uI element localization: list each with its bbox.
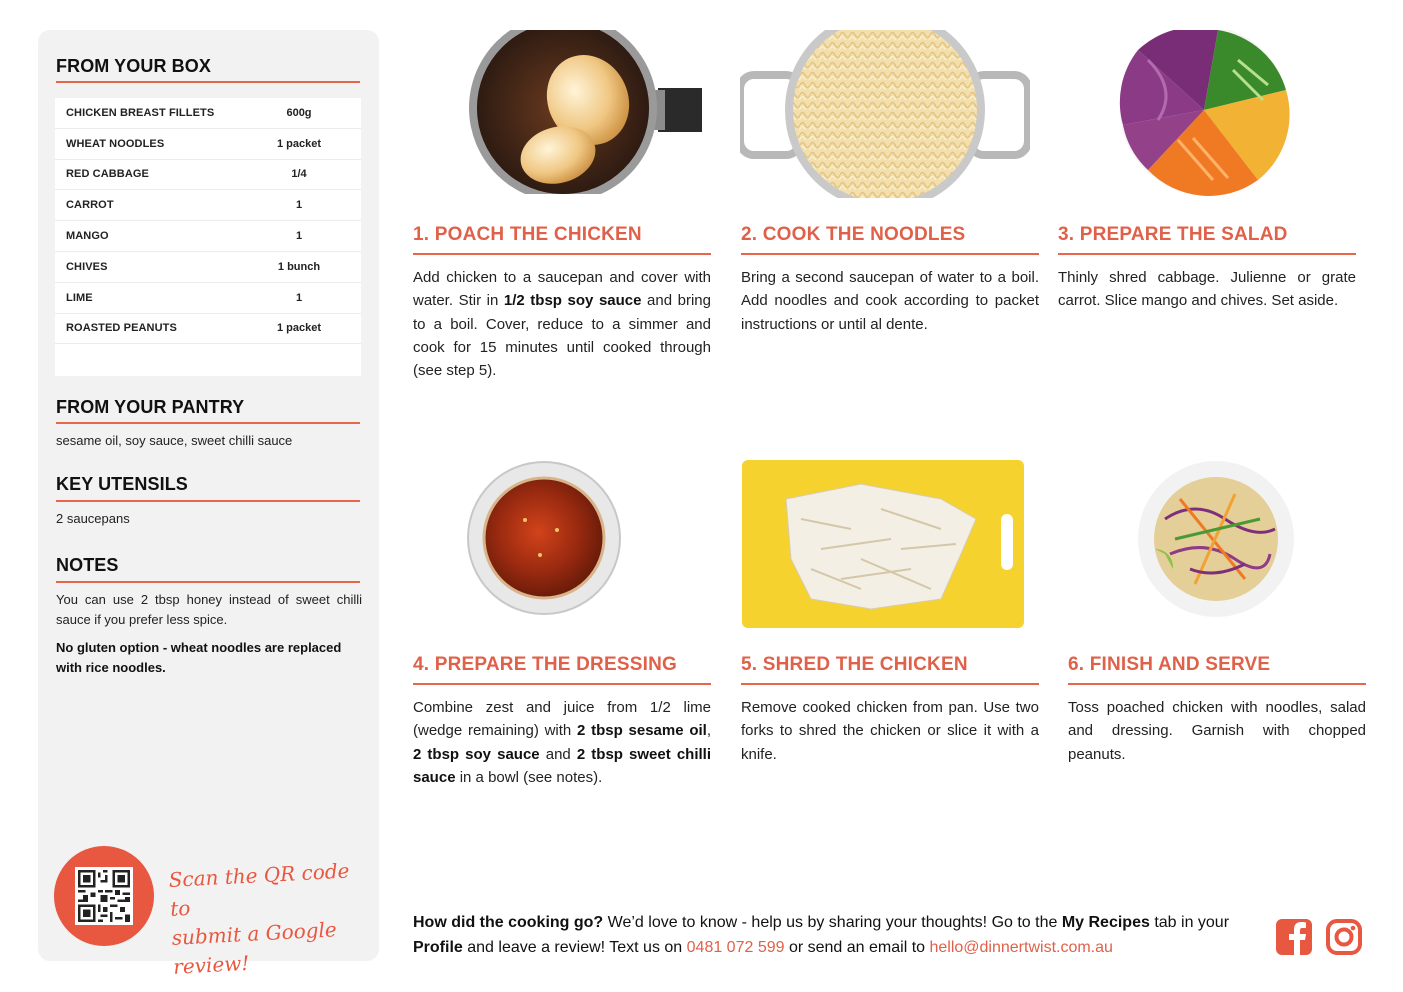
qr-badge[interactable] bbox=[54, 846, 154, 946]
table-row bbox=[55, 252, 361, 283]
table-row bbox=[55, 314, 361, 345]
pantry-text: sesame oil, soy sauce, sweet chilli sauce bbox=[56, 433, 293, 448]
ingredient-qty: 1 bbox=[295, 230, 303, 243]
ingredient-qty: 1 packet bbox=[276, 137, 322, 150]
step-5-title: 5. SHRED THE CHICKEN bbox=[741, 654, 968, 675]
section-rule bbox=[56, 581, 360, 583]
section-rule bbox=[56, 422, 360, 424]
step-ingredient: 2 tbsp soy sauce bbox=[413, 745, 540, 763]
table-row bbox=[55, 160, 361, 191]
ingredient-name: MANGO bbox=[66, 230, 109, 243]
step-text: Add chicken to a saucepan and cover with water. Stir in bbox=[413, 269, 711, 310]
step-2-title: 2. COOK THE NOODLES bbox=[741, 224, 966, 245]
gluten-note: No gluten option - wheat noodles are replaced with rice noodles. bbox=[56, 640, 342, 675]
notes-title: NOTES bbox=[56, 555, 119, 575]
ingredient-qty: 1/4 bbox=[291, 168, 307, 181]
step-text: Remove cooked chicken from pan. Use two forks to shred the chicken or slice it with a knife. bbox=[741, 699, 1039, 763]
step-rule bbox=[413, 253, 711, 255]
box-ingredients-table bbox=[55, 98, 361, 376]
step-ingredient: 1/2 tbsp soy sauce bbox=[503, 292, 642, 310]
ingredient-qty: 1 bunch bbox=[277, 260, 321, 273]
step-4-title: 4. PREPARE THE DRESSING bbox=[413, 654, 677, 675]
step-3-title: 3. PREPARE THE SALAD bbox=[1058, 224, 1288, 245]
phone-link[interactable]: 0481 072 599 bbox=[686, 939, 785, 956]
ingredient-name: CHIVES bbox=[66, 260, 108, 273]
feedback-footer bbox=[413, 910, 1263, 960]
section-rule bbox=[56, 81, 360, 83]
qr-caption-line: Scan the QR code to bbox=[168, 858, 350, 921]
footer-text: and leave a review! Text us on bbox=[462, 939, 687, 956]
step-rule bbox=[413, 683, 711, 685]
step-text: , bbox=[706, 722, 711, 740]
step-ingredient: 2 tbsp sweet chilli sauce bbox=[413, 745, 711, 786]
step-1-title: 1. POACH THE CHICKEN bbox=[413, 224, 642, 245]
step-5-body bbox=[741, 696, 1039, 766]
profile-link[interactable]: Profile bbox=[413, 939, 463, 956]
ingredient-name: CARROT bbox=[66, 199, 114, 212]
footer-text: or send an email to bbox=[784, 939, 930, 956]
step-rule bbox=[1068, 683, 1366, 685]
instagram-icon[interactable] bbox=[1325, 918, 1363, 956]
step-2-body bbox=[741, 266, 1039, 336]
ingredient-name: WHEAT NOODLES bbox=[66, 137, 165, 150]
facebook-icon[interactable] bbox=[1275, 918, 1313, 956]
from-your-box-title: FROM YOUR BOX bbox=[56, 56, 211, 76]
step-3-body bbox=[1058, 266, 1356, 313]
ingredient-qty: 1 bbox=[295, 291, 303, 304]
step-6-title: 6. FINISH AND SERVE bbox=[1068, 654, 1271, 675]
step-text: and bbox=[539, 745, 577, 763]
step-text: and bring to a boil. Cover, reduce to a simmer and cook for 15 minutes until cooked through (see step 5). bbox=[413, 292, 711, 380]
finished-dish-photo bbox=[1135, 459, 1297, 619]
qr-caption-line: submit a Google review! bbox=[171, 917, 338, 979]
my-recipes-link[interactable]: My Recipes bbox=[1061, 914, 1150, 931]
ingredient-name: CHICKEN BREAST FILLETS bbox=[66, 106, 215, 119]
table-row bbox=[55, 221, 361, 252]
step-6-body bbox=[1068, 696, 1366, 766]
poaching-chicken-photo bbox=[468, 30, 704, 198]
footer-question: How did the cooking go? bbox=[413, 914, 604, 931]
step-1-body bbox=[413, 266, 711, 382]
step-rule bbox=[741, 253, 1039, 255]
shredded-chicken-photo bbox=[741, 459, 1025, 629]
table-row bbox=[55, 129, 361, 160]
salad-bowl-photo bbox=[1118, 30, 1290, 198]
step-text: Toss poached chicken with noodles, salad and dressing. Garnish with chopped peanuts. bbox=[1068, 699, 1366, 763]
step-rule bbox=[741, 683, 1039, 685]
footer-text: We’d love to know - help us by sharing your thoughts! Go to the bbox=[603, 914, 1062, 931]
dressing-bowl-photo bbox=[465, 460, 623, 616]
notes-text: You can use 2 tbsp honey instead of sweet chilli sauce if you prefer less spice. bbox=[56, 592, 362, 627]
table-row bbox=[55, 98, 361, 129]
from-your-pantry-title: FROM YOUR PANTRY bbox=[56, 397, 245, 417]
email-link[interactable]: hello@dinnertwist.com.au bbox=[929, 939, 1113, 956]
ingredient-qty: 1 packet bbox=[276, 322, 322, 335]
step-text: Thinly shred cabbage. Julienne or grate carrot. Slice mango and chives. Set aside. bbox=[1058, 269, 1356, 310]
sidebar bbox=[38, 30, 379, 979]
ingredient-name: LIME bbox=[66, 291, 93, 304]
step-text: Bring a second saucepan of water to a boil. Add noodles and cook according to packet instructions or until al dente. bbox=[741, 269, 1039, 333]
section-rule bbox=[56, 500, 360, 502]
ingredient-qty: 600g bbox=[286, 106, 312, 119]
ingredient-name: RED CABBAGE bbox=[66, 168, 149, 181]
footer-text: tab in your bbox=[1149, 914, 1230, 931]
ingredient-name: ROASTED PEANUTS bbox=[66, 322, 177, 335]
step-4-body bbox=[413, 696, 711, 789]
step-text: Combine zest and juice from 1/2 lime (wedge remaining) with bbox=[413, 699, 711, 740]
key-utensils-title: KEY UTENSILS bbox=[56, 474, 188, 494]
step-ingredient: 2 tbsp sesame oil bbox=[577, 722, 707, 740]
table-row bbox=[55, 283, 361, 314]
cooking-noodles-photo bbox=[740, 30, 1030, 198]
qr-code-icon[interactable] bbox=[75, 867, 133, 925]
utensils-text: 2 saucepans bbox=[56, 511, 130, 526]
ingredient-qty: 1 bbox=[295, 199, 303, 212]
table-row bbox=[55, 190, 361, 221]
step-text: in a bowl (see notes). bbox=[455, 768, 603, 786]
step-rule bbox=[1058, 253, 1356, 255]
qr-caption bbox=[168, 856, 374, 982]
